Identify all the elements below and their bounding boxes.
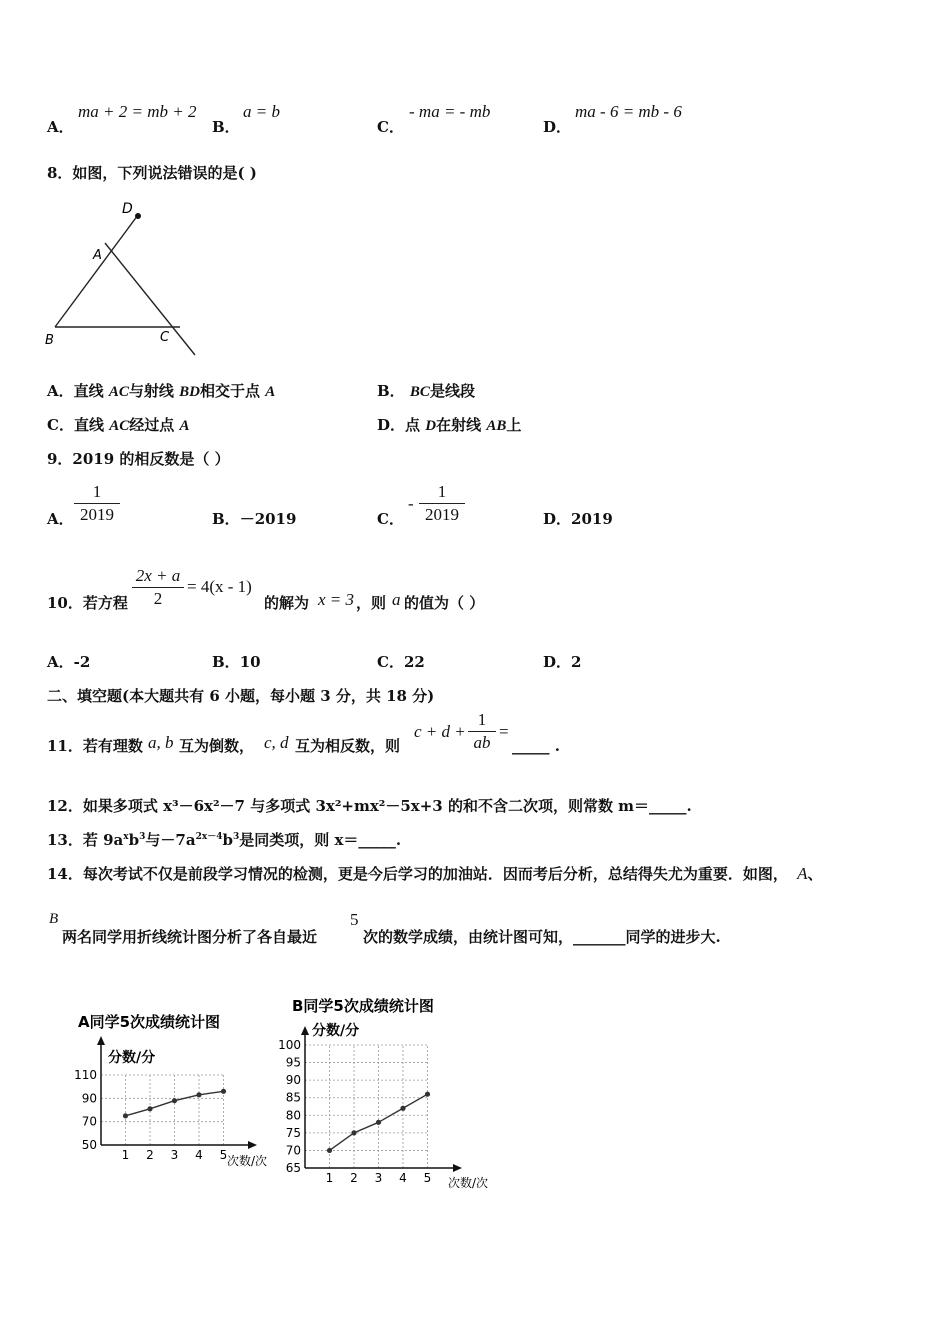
q10-rhs: = 4(x - 1) [187,577,252,596]
chart-b-data-point [351,1130,356,1135]
q14-num5: 5 [350,910,359,929]
chart-b-data-point [400,1106,405,1111]
chart-a [70,1005,270,1175]
chart-b-y-arrow [301,1026,309,1035]
chart-b-data-point [425,1092,430,1097]
q8-option-a: A．直线 AC与射线 BD相交于点 A [47,382,276,400]
chart-a-data-point [196,1092,201,1097]
q8-option-c: C．直线 AC经过点 A [47,416,190,434]
q11-expr-pre: c + d + [414,722,466,741]
q11-prefix: 11．若有理数 [47,737,143,755]
chart-a-y-tick-label: 70 [81,1114,97,1129]
q9-option-a-fraction: 1 2019 [74,482,120,525]
q14-var-b: B [49,911,59,927]
chart-b-x-tick-label: 1 [325,1171,334,1185]
chart-a-x-tick-label: 4 [195,1148,203,1162]
q9-option-b: B．－2019 [212,510,297,528]
q9-option-c-sign: - [408,494,414,513]
chart-b [270,995,510,1195]
q7-option-a-letter: A． [47,118,74,136]
q10-var: a [392,590,401,609]
chart-a-title: A同学5次成绩统计图 [78,1013,221,1031]
q10-suffix: 的值为（ ） [404,594,485,612]
chart-a-x-tick-label: 1 [121,1148,130,1162]
q7-option-a-expr: ma + 2 = mb + 2 [78,102,197,121]
q10-solution: x = 3 [318,590,355,609]
q8-label-b: B [45,333,54,348]
q8-label-d: D [122,201,133,217]
q10-option-d: D．2 [543,653,582,671]
chart-a-data-point [147,1106,152,1111]
q9-option-a-letter: A． [47,510,74,528]
chart-a-data-point [172,1098,177,1103]
q11-fraction: 1 ab [468,710,496,753]
q11-blank: _____ . [512,737,560,755]
chart-b-x-tick-label: 4 [399,1171,407,1185]
q11-var-cd: c, d [264,733,289,752]
q10-option-c: C．22 [377,653,425,671]
q11-mid2: 互为相反数，则 [295,737,401,755]
chart-a-x-tick-label: 2 [146,1148,154,1162]
chart-a-data-point [123,1113,128,1118]
chart-a-x-tick-label: 5 [219,1148,228,1162]
chart-a-ylabel: 分数/分 [108,1050,156,1066]
q8-label-c: C [160,330,170,345]
chart-a-y-tick-label: 50 [81,1138,97,1152]
q10-mid: 的解为 [264,594,310,612]
q11-mid: 互为倒数， [179,737,255,755]
q8-label-a: A [93,248,102,263]
chart-b-x-tick-label: 5 [423,1171,432,1185]
chart-b-y-tick-label: 65 [285,1161,301,1175]
q9-option-d: D．2019 [543,510,613,528]
q9-stem: 9．2019 的相反数是（ ） [47,450,230,468]
q12-text: 12．如果多项式 x³－6x²－7 与多项式 3x²+mx²－5x+3 的和不含二次项，则常数 m＝_____. [47,797,692,815]
q7-option-c-expr: - ma = - mb [409,102,491,121]
q11-eq: = [499,722,509,741]
q8-stem: 8．如图，下列说法错误的是( ) [47,164,257,182]
chart-b-ylabel: 分数/分 [312,1023,360,1039]
q10-option-b: B．10 [212,653,261,671]
q13-text: 13．若 $9a^xb^3$与$-7a^{2x-4}b^3$是同类项，则 x＝_____. [47,831,402,849]
chart-a-data-point [221,1089,226,1094]
chart-b-x-tick-label: 2 [350,1171,358,1185]
q9-option-c-letter: C． [377,510,404,528]
q7-option-b-letter: B． [212,118,240,136]
chart-b-y-tick-label: 100 [278,1038,301,1052]
chart-b-title: B同学5次成绩统计图 [292,997,434,1015]
chart-b-y-tick-label: 90 [285,1073,301,1088]
chart-a-xlabel: 次数/次 [227,1154,268,1168]
chart-b-y-tick-label: 75 [285,1125,301,1140]
chart-a-y-arrow [97,1036,105,1045]
q14-line1: 14．每次考试不仅是前段学习情况的检测，更是今后学习的加油站．因而考后分析，总结得失尤为重要．如图， A、 [47,864,823,883]
q8-point-d [135,213,141,219]
q9-option-c-fraction: 1 2019 [419,482,465,525]
chart-b-y-tick-label: 70 [285,1143,301,1158]
chart-b-plot [278,1026,462,1185]
q8-option-b: B． BC是线段 [377,382,475,400]
q8-line-ac [105,243,195,355]
q8-option-d: D．点 D在射线 AB上 [377,416,522,434]
q8-line-ad-ab [55,215,138,327]
section2-title: 二、填空题(本大题共有 6 小题，每小题 3 分，共 18 分) [47,687,435,705]
chart-a-y-tick-label: 90 [81,1091,97,1106]
q8-figure [40,195,210,360]
chart-b-x-arrow [453,1164,462,1172]
q7-option-d-letter: D． [543,118,572,136]
chart-b-xlabel: 次数/次 [448,1176,489,1190]
q14-line2-pre: 两名同学用折线统计图分析了各自最近 [62,928,318,946]
q11-var-ab: a, b [148,733,174,752]
chart-b-y-tick-label: 95 [285,1055,301,1070]
q10-prefix: 10．若方程 [47,594,128,612]
chart-b-data-point [327,1148,332,1153]
q14-line2-post: 次的数学成绩，由统计图可知，_______同学的进步大. [363,928,721,946]
chart-b-y-tick-label: 80 [285,1108,301,1123]
chart-a-y-tick-label: 110 [74,1068,97,1082]
chart-a-plot [74,1036,257,1162]
chart-b-data-point [376,1120,381,1125]
chart-a-x-arrow [248,1141,257,1149]
q10-fraction: 2x + a 2 [132,566,184,609]
q7-option-d-expr: ma - 6 = mb - 6 [575,102,682,121]
chart-b-x-tick-label: 3 [374,1171,383,1185]
chart-a-x-tick-label: 3 [170,1148,179,1162]
q7-option-b-expr: a = b [243,102,280,121]
q10-option-a: A．-2 [47,653,91,671]
q10-mid2: ，则 [356,594,387,612]
q7-option-c-letter: C． [377,118,404,136]
chart-b-y-tick-label: 85 [285,1090,301,1105]
